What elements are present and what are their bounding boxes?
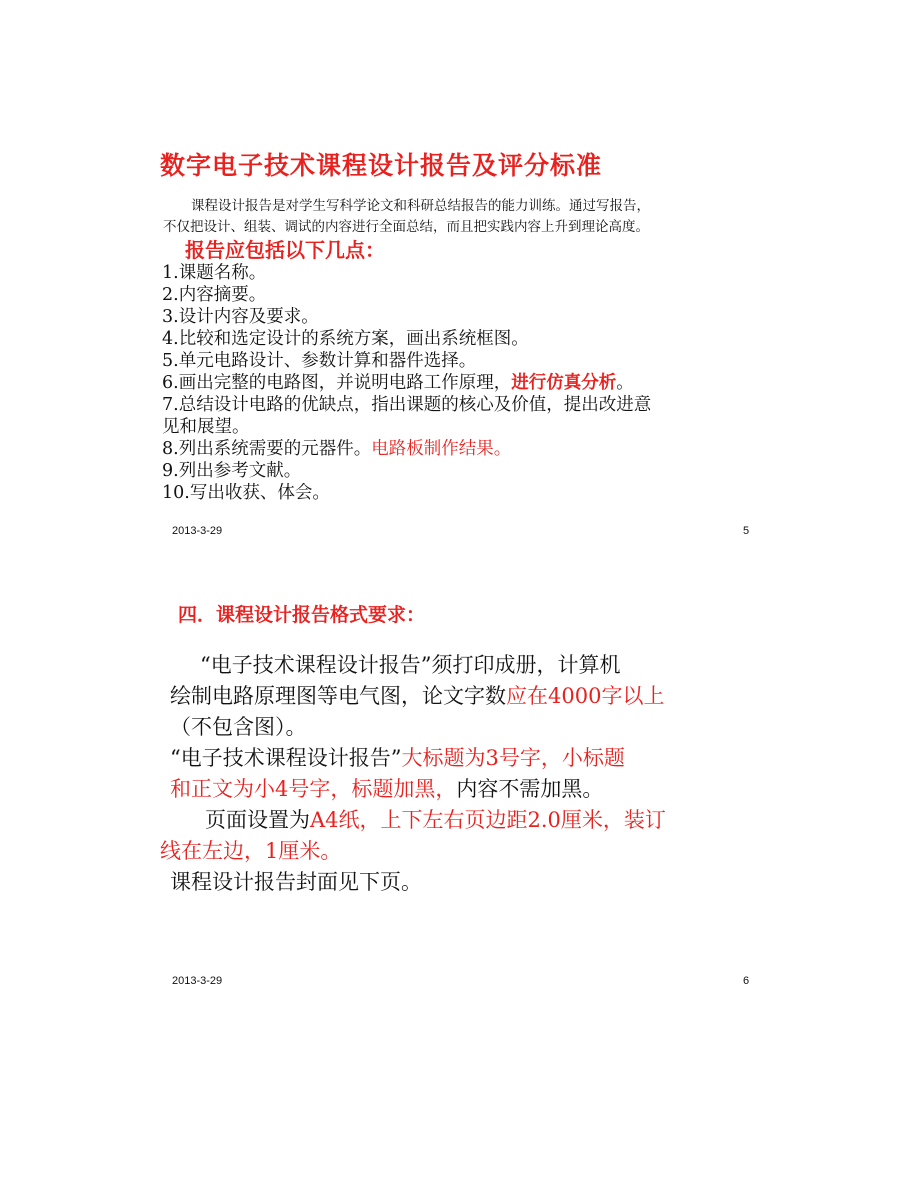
slide1-page-number: 5 (743, 525, 750, 537)
p1-line-b (170, 681, 780, 712)
p3-line-b: 线在左边，1厘米。 (160, 839, 342, 863)
item8-text: 8.列出系统需要的元器件。 (162, 439, 372, 459)
p1-line-a: “电子技术课程设计报告”须打印成册，计算机 (200, 653, 621, 677)
slide1-list (162, 262, 772, 504)
list-item: 3.设计内容及要求。 (162, 307, 319, 327)
item6-text: 6.画出完整的电路图，并说明电路工作原理， (162, 373, 512, 393)
p2-a-text: “电子技术课程设计报告” (170, 746, 402, 770)
list-item: 10.写出收获、体会。 (162, 483, 330, 503)
slide1-title: 数字电子技术课程设计报告及评分标准 (160, 151, 603, 180)
p3-a-text: 页面设置为 (205, 808, 310, 832)
list-item: 2.内容摘要。 (162, 285, 267, 305)
p1-line-c: （不包含图）。 (170, 715, 307, 739)
list-item: 1.课题名称。 (162, 263, 267, 283)
p4-line: 课程设计报告封面见下页。 (170, 870, 422, 894)
list-item-6 (162, 372, 772, 394)
slide1-subtitle: 报告应包括以下几点： (185, 238, 385, 262)
slide1-intro (163, 196, 753, 238)
item8-highlight: 电路板制作结果。 (371, 439, 512, 459)
list-item-8 (162, 438, 772, 460)
item6-end: 。 (616, 373, 634, 393)
p2-a-highlight: 大标题为3号字，小标题 (401, 746, 625, 770)
slide2-page-number: 6 (743, 975, 750, 987)
p1-b-text: 绘制电路原理图等电气图，论文字数 (170, 684, 506, 708)
p2-line-b (170, 774, 780, 805)
list-item-7b: 见和展望。 (162, 417, 250, 437)
p2-b-text: 内容不需加黑。 (456, 777, 604, 801)
list-item: 9.列出参考文献。 (162, 461, 302, 481)
intro-line-2: 不仅把设计、组装、调试的内容进行全面总结，而且把实践内容上升到理论高度。 (163, 219, 649, 235)
p1-b-highlight: 应在4000字以上 (506, 684, 665, 708)
slide1-date: 2013-3-29 (172, 525, 223, 537)
p3-line-a (170, 805, 780, 836)
slide2-date: 2013-3-29 (172, 975, 223, 987)
list-item: 4.比较和选定设计的系统方案，画出系统框图。 (162, 329, 529, 349)
item6-highlight: 进行仿真分析 (511, 373, 617, 393)
list-item: 5.单元电路设计、参数计算和器件选择。 (162, 351, 477, 371)
intro-line-1: 课程设计报告是对学生写科学论文和科研总结报告的能力训练。通过写报告， (191, 198, 650, 214)
slide2-heading: 四．课程设计报告格式要求： (178, 604, 426, 626)
p2-b-highlight: 和正文为小4号字，标题加黑， (170, 777, 457, 801)
p3-a-highlight: A4纸，上下左右页边距2.0厘米，装订 (310, 808, 666, 832)
slide2-body (160, 650, 780, 898)
p2-line-a (170, 743, 780, 774)
list-item-7a: 7.总结设计电路的优缺点，指出课题的核心及价值，提出改进意 (162, 395, 652, 415)
